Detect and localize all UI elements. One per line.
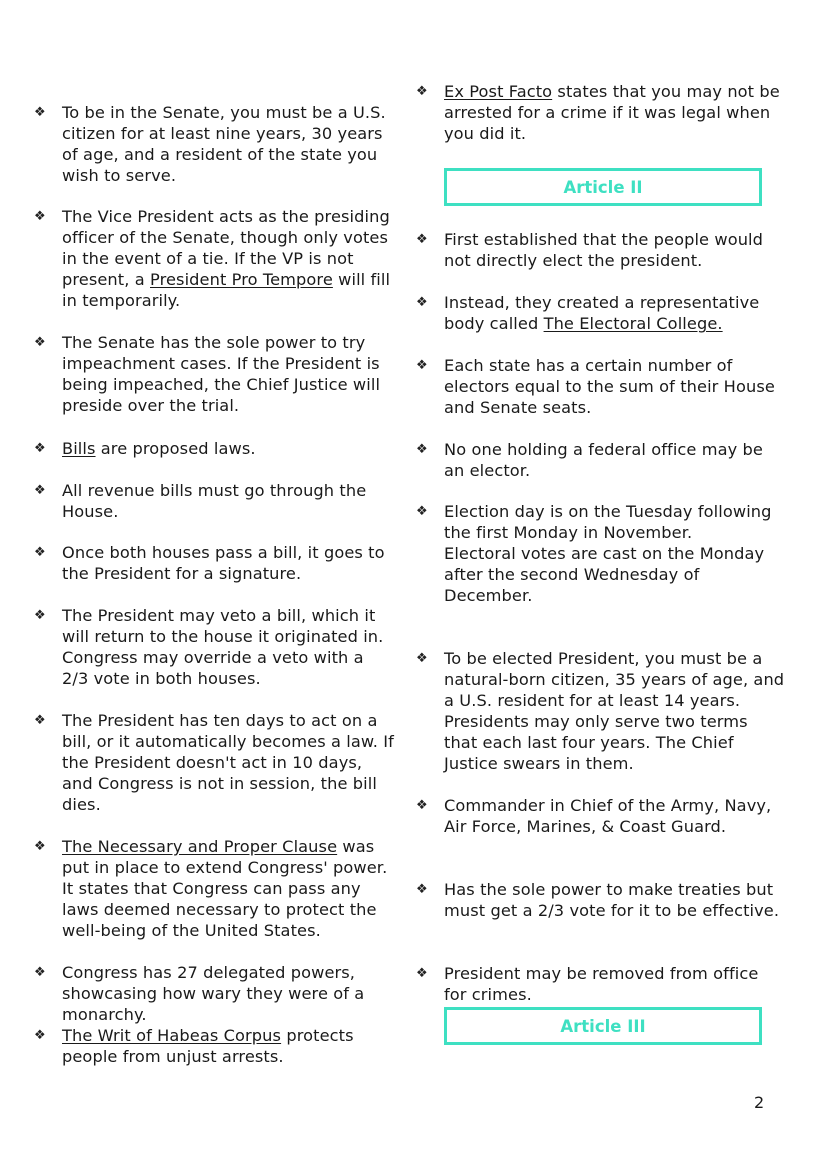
bullet-text: will fill in temporarily. bbox=[62, 270, 391, 310]
bullet-text: Each state has a certain number of electors equal to the sum of their House and Senate seats. bbox=[444, 356, 775, 417]
term-link[interactable]: The Writ of Habeas Corpus bbox=[62, 1026, 282, 1045]
list-item bbox=[34, 1025, 394, 1067]
list-item bbox=[416, 501, 786, 606]
bullet-text: states that you may not be arrested for a crime if it was legal when you did it. bbox=[444, 82, 780, 143]
diamond-bullet-icon: ❖ bbox=[34, 335, 46, 350]
term-link[interactable]: Ex Post Facto bbox=[444, 82, 553, 101]
diamond-bullet-icon: ❖ bbox=[416, 504, 428, 519]
list-item bbox=[416, 229, 786, 271]
bullet-text: President may be removed from office for crimes. bbox=[444, 964, 759, 1004]
bullet-text: Election day is on the Tuesday following the first Monday in November. bbox=[444, 502, 772, 542]
bullet-text: protects people from unjust arrests. bbox=[62, 1026, 354, 1066]
diamond-bullet-icon: ❖ bbox=[416, 442, 428, 457]
list-item bbox=[34, 836, 394, 941]
list-item bbox=[416, 292, 786, 334]
bullet-text: Congress has 27 delegated powers, showcasing how wary they were of a monarchy. bbox=[62, 963, 365, 1024]
bullet-text: Has the sole power to make treaties but must get a 2/3 vote for it to be effective. bbox=[444, 880, 780, 920]
page-number: 2 bbox=[754, 1093, 765, 1112]
list-item bbox=[416, 355, 786, 418]
bullet-text: The President has ten days to act on a bill, or it automatically becomes a law. If the President doesn't act in 10 days, and Congress is not in session, the bill dies. bbox=[62, 711, 394, 814]
term-link[interactable]: The Necessary and Proper Clause bbox=[62, 837, 338, 856]
diamond-bullet-icon: ❖ bbox=[34, 965, 46, 980]
list-item bbox=[416, 963, 786, 1005]
diamond-bullet-icon: ❖ bbox=[34, 713, 46, 728]
diamond-bullet-icon: ❖ bbox=[416, 295, 428, 310]
diamond-bullet-icon: ❖ bbox=[416, 798, 428, 813]
section-heading-article-ii: Article II bbox=[444, 168, 762, 206]
term-link[interactable]: President Pro Tempore bbox=[150, 270, 333, 289]
diamond-bullet-icon: ❖ bbox=[34, 1028, 46, 1043]
bullet-text: Commander in Chief of the Army, Navy, Air Force, Marines, & Coast Guard. bbox=[444, 796, 772, 836]
term-link[interactable]: The Electoral College. bbox=[543, 314, 723, 333]
list-item bbox=[34, 480, 394, 522]
bullet-text: was put in place to extend Congress' power. It states that Congress can pass any laws deemed necessary to protect the well-being of the United States. bbox=[62, 837, 388, 940]
diamond-bullet-icon: ❖ bbox=[34, 608, 46, 623]
diamond-bullet-icon: ❖ bbox=[416, 358, 428, 373]
diamond-bullet-icon: ❖ bbox=[416, 966, 428, 981]
bullet-text: Electoral votes are cast on the Monday after the second Wednesday of December. bbox=[444, 544, 765, 605]
diamond-bullet-icon: ❖ bbox=[416, 84, 428, 99]
list-item bbox=[34, 438, 394, 459]
list-item bbox=[416, 81, 786, 144]
bullet-text: To be in the Senate, you must be a U.S. citizen for at least nine years, 30 years of age, and a resident of the state you wish to serve. bbox=[62, 103, 386, 185]
list-item bbox=[34, 605, 394, 689]
diamond-bullet-icon: ❖ bbox=[416, 651, 428, 666]
bullet-text: The Vice President acts as the presiding officer of the Senate, though only votes in the event of a tie. If the VP is not present, a bbox=[62, 207, 390, 289]
list-item bbox=[416, 879, 786, 921]
bullet-text: To be elected President, you must be a natural-born citizen, 35 years of age, and a U.S. resident for at least 14 years. Presidents may only serve two terms that each last four years. The Chief Justice swears in them. bbox=[444, 649, 785, 773]
list-item bbox=[416, 648, 786, 774]
diamond-bullet-icon: ❖ bbox=[34, 545, 46, 560]
diamond-bullet-icon: ❖ bbox=[34, 105, 46, 120]
list-item bbox=[34, 206, 394, 311]
bullet-text: All revenue bills must go through the House. bbox=[62, 481, 367, 521]
list-item bbox=[34, 542, 394, 584]
term-link[interactable]: Bills bbox=[62, 439, 96, 458]
bullet-text: The President may veto a bill, which it will return to the house it originated in. Congress may override a veto with a 2/3 vote in both houses. bbox=[62, 606, 384, 688]
bullet-text: First established that the people would not directly elect the president. bbox=[444, 230, 764, 270]
list-item bbox=[34, 102, 394, 186]
bullet-text: Instead, they created a representative body called bbox=[444, 293, 760, 333]
diamond-bullet-icon: ❖ bbox=[34, 483, 46, 498]
bullet-text: are proposed laws. bbox=[95, 439, 256, 458]
list-item bbox=[34, 962, 394, 1025]
bullet-text: The Senate has the sole power to try impeachment cases. If the President is being impeached, the Chief Justice will preside over the trial. bbox=[62, 333, 381, 415]
diamond-bullet-icon: ❖ bbox=[416, 232, 428, 247]
diamond-bullet-icon: ❖ bbox=[34, 441, 46, 456]
list-item bbox=[34, 710, 394, 815]
section-heading-article-iii: Article III bbox=[444, 1007, 762, 1045]
diamond-bullet-icon: ❖ bbox=[416, 882, 428, 897]
diamond-bullet-icon: ❖ bbox=[34, 839, 46, 854]
diamond-bullet-icon: ❖ bbox=[34, 209, 46, 224]
list-item bbox=[416, 439, 786, 481]
bullet-text: Once both houses pass a bill, it goes to the President for a signature. bbox=[62, 543, 385, 583]
bullet-text: No one holding a federal office may be an elector. bbox=[444, 440, 763, 480]
list-item bbox=[416, 795, 786, 837]
list-item bbox=[34, 332, 394, 416]
